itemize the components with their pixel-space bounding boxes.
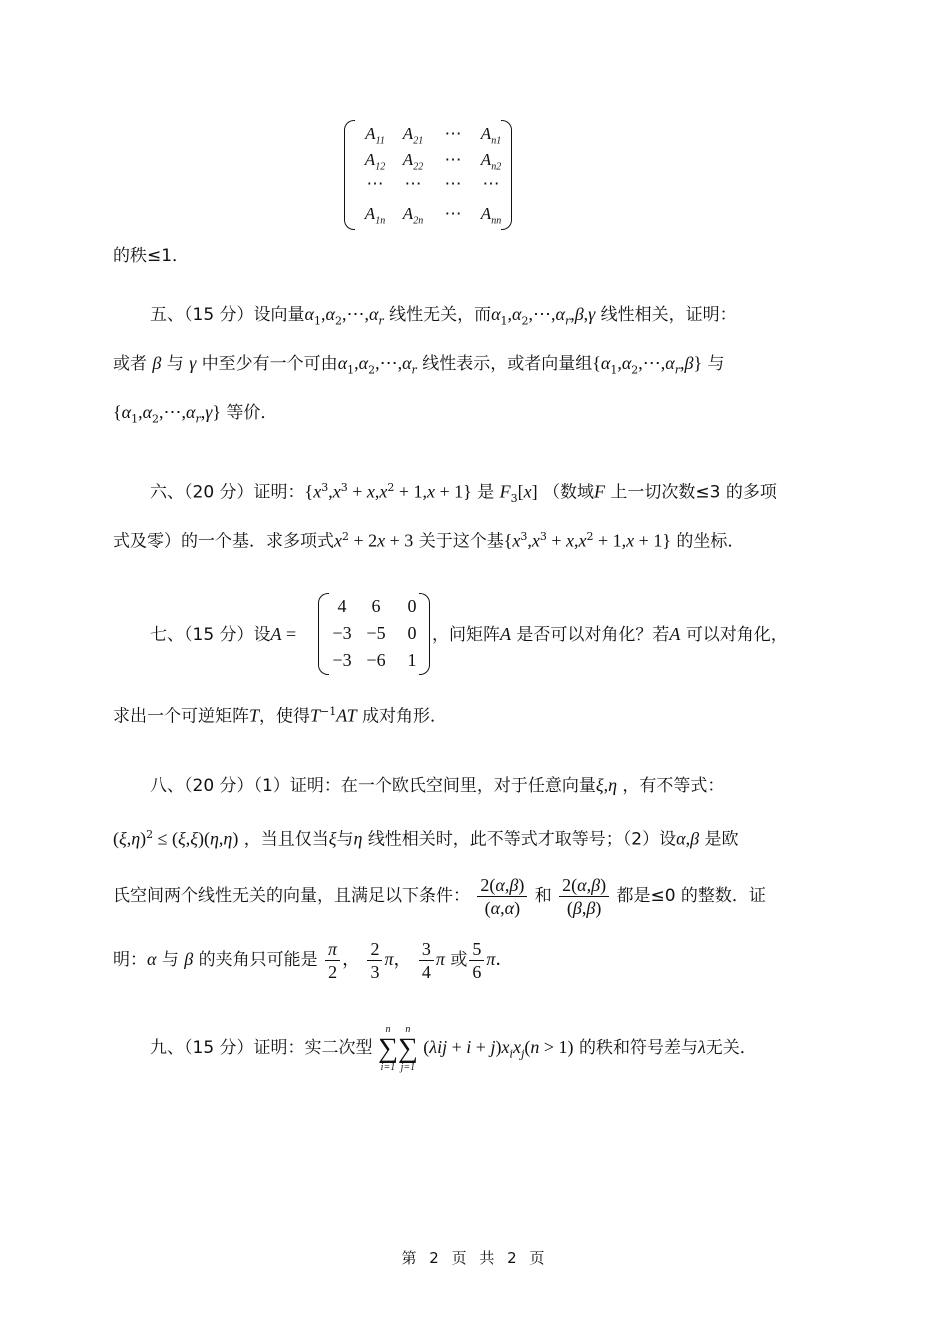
q5-line-3: $\{\alpha_1,\alpha_2,\cdots,\alpha_r,\gamma\}$ 等价．	[113, 402, 278, 426]
q7-line-1b: ，问矩阵A 是否可以对角化？若A 可以对角化，	[432, 624, 788, 645]
q8-line-3: 氏空间两个线性无关的向量，且满足以下条件： $\frac{2(\alpha,\beta)}{(\alpha,\alpha)}$ 和 $\frac{2(\alpha,\beta)}{(\beta,\beta)}$ 都是≤0 的整数．证	[113, 875, 766, 918]
adjugate-cell: $A_{22}$	[402, 150, 424, 173]
q8-line-2: $(\xi,\eta)^2 \le (\xi,\xi)(\eta,\eta)$ ，当且仅当ξ与η 线性相关时，此不等式才取等号；（2）设α,β 是欧	[113, 828, 739, 850]
adjugate-cell: $A_{n1}$	[480, 124, 502, 147]
matrix-a-cell: −6	[366, 650, 386, 670]
q5-line-2: 或者 β 与 γ 中至少有一个可由$\alpha_1,\alpha_2,\cdots,\alpha_r$ 线性表示，或者向量组$\{\alpha_1,\alpha_2,\cdots,\alpha_r,\beta\}$ 与	[113, 353, 725, 377]
q4-tail: 的秩≤1．	[113, 246, 190, 266]
q8-line-4: 明：α 与 β 的夹角只可能是 $\frac{\pi}{2}$ ， $\frac{2}{3}$ π， $\frac{3}{4}$ π 或 $\frac{5}{6}$ π．	[113, 939, 514, 982]
adjugate-cell: $A_{1n}$	[364, 204, 386, 227]
q8-line-1: 八、（20 分）（1）证明：在一个欧氏空间里，对于任意向量ξ,η ，有不等式：	[150, 775, 725, 796]
page-footer: 第 2 页 共 2 页	[401, 1249, 549, 1267]
matrix-a-cell: −3	[332, 650, 352, 670]
q6-line-2: 式及零）的一个基．求多项式$x^2 + 2x + 3$ 关于这个基$\{x^3,x^3 + x,x^2 + 1,x + 1\}$ 的坐标．	[113, 530, 745, 552]
matrix-a-cell: −5	[366, 623, 386, 643]
adjugate-cell: $A_{2n}$	[402, 204, 424, 227]
q7-line-1: 七、（15 分）设A =	[150, 624, 297, 645]
q6-line-1: 六、（20 分）证明：$\{x^3,x^3 + x,x^2 + 1,x + 1\}$ 是 $F_3[x]$ （数域F 上一切次数≤3 的多项	[150, 481, 777, 506]
adjugate-cell: $A_{n2}$	[480, 150, 502, 173]
adjugate-cell: ⋯	[444, 204, 462, 223]
q5-line-1: 五、（15 分）设向量$\alpha_1,\alpha_2,\cdots,\alpha_r$ 线性无关，而$\alpha_1,\alpha_2,\cdots,\alpha_r,\beta,\gamma$ 线性相关，证明：	[150, 304, 737, 328]
adjugate-cell: $A_{11}$	[365, 124, 385, 147]
matrix-a-cell: 4	[337, 596, 347, 616]
adjugate-cell: ⋯	[444, 150, 462, 169]
adjugate-cell: $A_{21}$	[402, 124, 424, 147]
adjugate-cell: $A_{nn}$	[480, 204, 502, 227]
adjugate-cell: ⋯	[444, 174, 462, 193]
adjugate-cell: $A_{12}$	[364, 150, 386, 173]
adjugate-cell: ⋯	[444, 124, 462, 143]
q7-line-2: 求出一个可逆矩阵T，使得$T^{-1}AT$ 成对角形．	[113, 705, 447, 727]
adjugate-cell: ⋯	[482, 174, 500, 193]
adjugate-cell: ⋯	[366, 174, 384, 193]
matrix-a-cell: 6	[371, 596, 381, 616]
matrix-a-cell: −3	[332, 623, 352, 643]
matrix-a	[318, 593, 430, 675]
matrix-a-cell: 1	[407, 650, 417, 670]
adjugate-cell: ⋯	[404, 174, 422, 193]
matrix-a-cell: 0	[407, 623, 417, 643]
q9-line-1: 九、（15 分）证明：实二次型 n ∑ i=1 n ∑ j=1 $(\lambda ij + i + j)x_ix_j(n > 1)$ 的秩和符号差与λ无关．	[150, 1023, 757, 1073]
matrix-a-cell: 0	[407, 596, 417, 616]
adjugate-matrix	[344, 120, 512, 230]
